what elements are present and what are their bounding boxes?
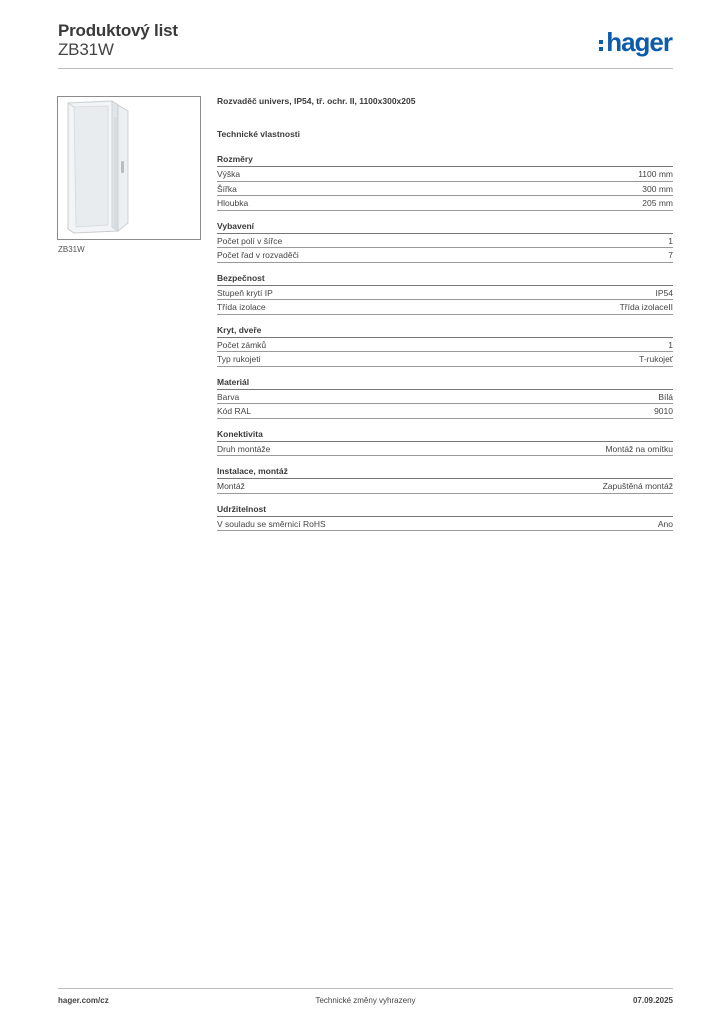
spec-value: 205 mm: [642, 198, 673, 208]
spec-label: Montáž: [217, 481, 245, 491]
logo-text: hager: [606, 27, 672, 57]
product-image: [57, 96, 201, 240]
spec-row: [217, 286, 673, 301]
spec-section: [217, 503, 673, 532]
header-divider: [58, 68, 673, 69]
spec-label: Počet řad v rozvaděči: [217, 250, 299, 260]
spec-value: 1: [668, 339, 673, 350]
spec-value: IP54: [655, 287, 673, 298]
spec-row: [217, 404, 673, 419]
spec-row: [217, 248, 673, 263]
spec-value: Zapuštěná montáž: [602, 481, 673, 491]
spec-label: Výška: [217, 169, 241, 179]
section-title: Konektivita: [217, 428, 673, 442]
spec-value: 1: [668, 235, 673, 246]
footer-date: 07.09.2025: [632, 996, 673, 1005]
spec-row: [217, 390, 673, 405]
section-title: Materiál: [217, 376, 673, 390]
spec-section: [217, 220, 673, 263]
spec-row: [217, 234, 673, 249]
section-title: Bezpečnost: [217, 272, 673, 286]
spec-section: [217, 465, 673, 494]
spec-row: [217, 182, 673, 197]
product-content: [217, 96, 673, 540]
spec-section: [217, 272, 673, 315]
spec-value: T-rukojeť: [639, 354, 673, 364]
spec-value: 7: [668, 250, 673, 260]
spec-label: Typ rukojeti: [217, 354, 261, 364]
spec-value: Bílá: [658, 391, 673, 402]
section-title: Kryt, dveře: [217, 324, 673, 338]
spec-row: [217, 167, 673, 182]
footer-website-link[interactable]: hager.com/cz: [58, 996, 109, 1005]
product-description: Rozvaděč univers, IP54, tř. ochr. II, 1100x300x205: [217, 96, 416, 106]
spec-sections: [217, 153, 673, 531]
spec-section: [217, 324, 673, 367]
section-title: Udržitelnost: [217, 503, 673, 517]
technical-heading: Technické vlastnosti: [217, 129, 300, 139]
spec-row: [217, 196, 673, 211]
spec-label: Počet zámků: [217, 339, 267, 350]
section-title: Instalace, montáž: [217, 465, 673, 479]
spec-label: Hloubka: [217, 198, 249, 208]
spec-label: Třída izolace: [217, 302, 266, 312]
spec-value: 300 mm: [642, 183, 673, 194]
section-title: Rozměry: [217, 153, 673, 167]
spec-label: Barva: [217, 391, 240, 402]
page-title: Produktový list: [58, 21, 178, 40]
spec-row: [217, 442, 673, 457]
spec-row: [217, 517, 673, 532]
footer-divider: [58, 988, 673, 989]
spec-section: [217, 153, 673, 211]
section-title: Vybavení: [217, 220, 673, 234]
spec-label: Počet polí v šířce: [217, 235, 283, 246]
spec-value: 9010: [654, 406, 673, 416]
spec-label: Stupeň krytí IP: [217, 287, 273, 298]
page-footer: [58, 996, 673, 1010]
spec-section: [217, 376, 673, 419]
spec-label: V souladu se směrnicí RoHS: [217, 518, 326, 529]
logo-dots-icon: [599, 40, 603, 51]
spec-row: [217, 300, 673, 315]
footer-notice: Technické změny vyhrazeny: [315, 996, 416, 1005]
spec-label: Šířka: [217, 183, 237, 194]
spec-value: Ano: [657, 518, 673, 529]
spec-row: [217, 338, 673, 353]
spec-value: Montáž na omítku: [605, 443, 673, 454]
image-caption: ZB31W: [58, 245, 85, 254]
spec-row: [217, 352, 673, 367]
spec-section: [217, 428, 673, 457]
spec-value: 1100 mm: [638, 169, 673, 179]
spec-label: Druh montáže: [217, 443, 271, 454]
page-header: [58, 21, 674, 69]
spec-label: Kód RAL: [217, 406, 252, 416]
spec-value: Třída izolaceII: [619, 302, 673, 312]
product-code: ZB31W: [58, 40, 114, 59]
spec-row: [217, 479, 673, 494]
hager-logo[interactable]: [599, 28, 672, 56]
enclosure-illustration: [58, 97, 200, 239]
